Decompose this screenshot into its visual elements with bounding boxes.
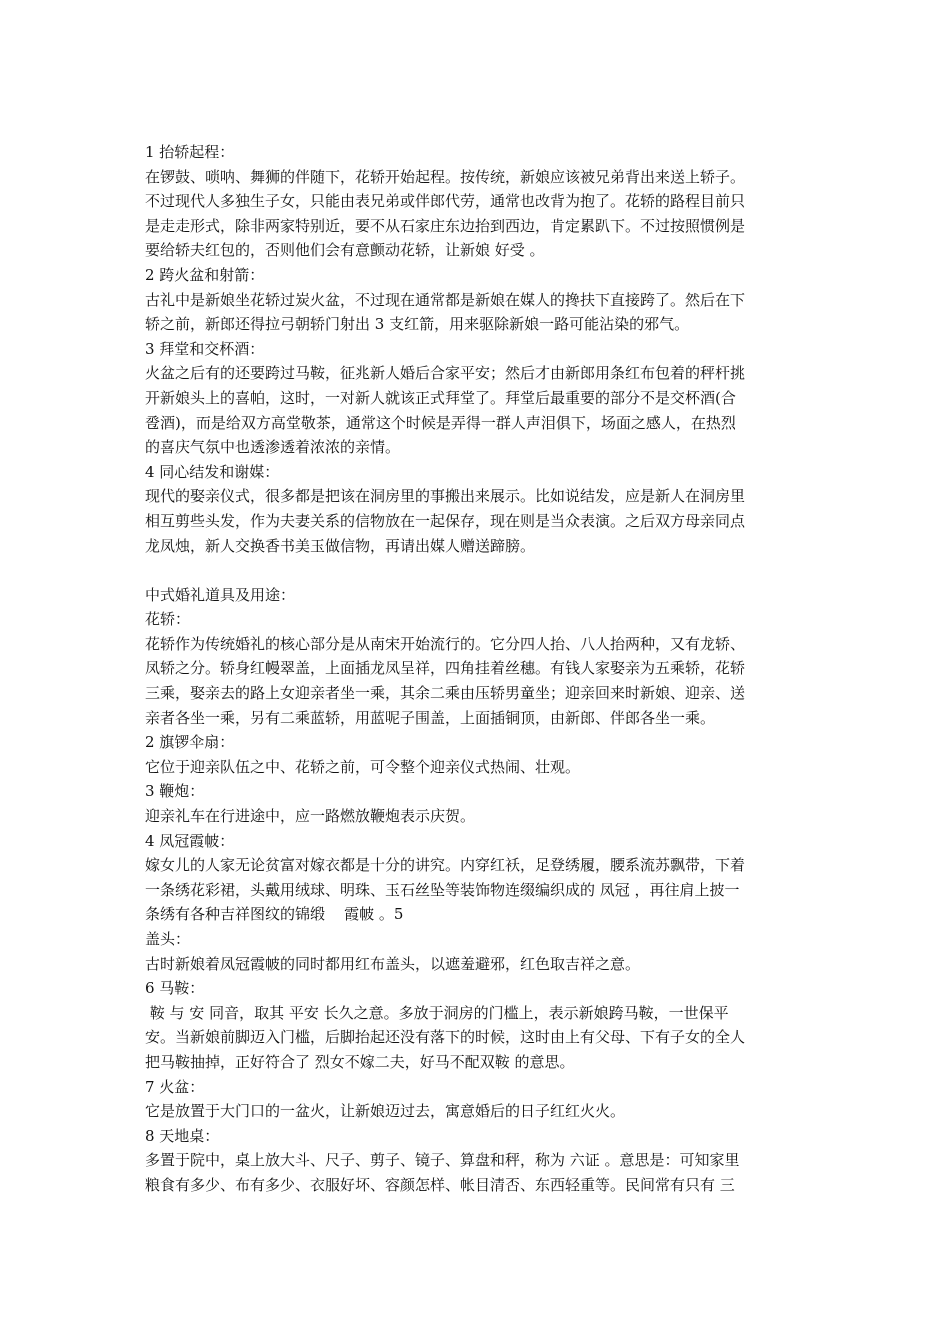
text-line: 4 凤冠霞帔： <box>145 831 235 850</box>
text-line: 凤轿之分。轿身红幔翠盖，上面插龙凤呈祥，四角挂着丝穗。有钱人家娶亲为五乘轿，花轿 <box>145 659 746 678</box>
text-line: 多置于院中，桌上放大斗、尺子、剪子、镜子、算盘和秤，称为 六证 。意思是：可知家里 <box>145 1151 740 1170</box>
text-line: 不过现代人多独生子女，只能由表兄弟或伴郎代劳，通常也改背为抱了。花轿的路程目前只 <box>145 192 746 211</box>
text-line: 火盆之后有的还要跨过马鞍，征兆新人婚后合家平安；然后才由新郎用条红布包着的秤杆挑 <box>145 364 746 383</box>
text-line: 嫁女儿的人家无论贫富对嫁衣都是十分的讲究。内穿红袄，足登绣履，腰系流苏飘带，下着 <box>145 856 746 875</box>
text-line: 4 同心结发和谢媒： <box>145 462 280 481</box>
text-line: 它位于迎亲队伍之中、花轿之前，可令整个迎亲仪式热闹、壮观。 <box>145 757 581 776</box>
text-line: 在锣鼓、唢呐、舞狮的伴随下，花轿开始起程。按传统，新娘应该被兄弟背出来送上轿子。 <box>145 167 746 186</box>
text-line: 三乘，娶亲去的路上女迎亲者坐一乘，其余二乘由压轿男童坐；迎亲回来时新娘、迎亲、送 <box>145 684 746 703</box>
blank-line <box>145 558 813 583</box>
text-line: 3 鞭炮： <box>145 782 205 801</box>
text-line: 现代的娶亲仪式，很多都是把该在洞房里的事搬出来展示。比如说结发，应是新人在洞房里 <box>145 487 746 506</box>
text-line: 中式婚礼道具及用途： <box>145 585 296 604</box>
text-line: 安。当新娘前脚迈入门槛，后脚抬起还没有落下的时候，这时由上有父母、下有子女的全人 <box>145 1028 746 1047</box>
text-line: 卺酒)，而是给双方高堂敬茶，通常这个时候是弄得一群人声泪俱下，场面之感人，在热烈 <box>145 413 736 432</box>
text-line: 把马鞍抽掉，正好符合了 烈女不嫁二夫，好马不配双鞍 的意思。 <box>145 1052 575 1071</box>
text-line: 花轿作为传统婚礼的核心部分是从南宋开始流行的。它分四人抬、八人抬两种，又有龙轿、 <box>145 634 746 653</box>
text-line: 粮食有多少、布有多少、衣服好坏、容颜怎样、帐目清否、东西轻重等。民间常有只有 三 <box>145 1175 735 1194</box>
text-line: 它是放置于大门口的一盆火，让新娘迈过去，寓意婚后的日子红红火火。 <box>145 1102 626 1121</box>
document-page <box>145 140 813 1198</box>
text-line: 龙凤烛，新人交换香书美玉做信物，再请出媒人赠送蹄膀。 <box>145 536 536 555</box>
text-line: 迎亲礼车在行进途中，应一路燃放鞭炮表示庆贺。 <box>145 807 476 826</box>
text-line: 花轿： <box>145 610 191 629</box>
text-line: 8 天地桌： <box>145 1126 220 1145</box>
text-line: 2 旗锣伞扇： <box>145 733 235 752</box>
text-line: 盖头： <box>145 930 191 948</box>
text-line: 7 火盆： <box>145 1077 205 1096</box>
text-line: 是走走形式，除非两家特别近，要不从石家庄东边抬到西边，肯定累趴下。不过按照惯例是 <box>145 216 746 235</box>
text-line: 一条绣花彩裙，头戴用绒球、明珠、玉石丝坠等装饰物连缀编织成的 凤冠 ，再往肩上披一 <box>145 880 740 899</box>
text-line: 古礼中是新娘坐花轿过炭火盆，不过现在通常都是新娘在媒人的搀扶下直接跨了。然后在下 <box>145 290 746 309</box>
text-line: 1 抬轿起程： <box>145 143 235 161</box>
text-line: 要给轿夫红包的，否则他们会有意颤动花轿，让新娘 好受 。 <box>145 241 545 260</box>
text-line: 2 跨火盆和射箭： <box>145 265 265 284</box>
text-line: 轿之前，新郎还得拉弓朝轿门射出 3 支红箭，用来驱除新娘一路可能沾染的邪气。 <box>145 315 690 334</box>
text-line: 的喜庆气氛中也透渗透着浓浓的亲情。 <box>145 438 401 457</box>
text-line: 相互剪些头发，作为夫妻关系的信物放在一起保存，现在则是当众表演。之后双方母亲同点 <box>145 511 746 530</box>
text-line: 6 马鞍： <box>145 979 205 998</box>
text-line: 古时新娘着凤冠霞帔的同时都用红布盖头，以遮羞避邪，红色取吉祥之意。 <box>145 954 641 973</box>
text-line: 亲者各坐一乘，另有二乘蓝轿，用蓝呢子围盖，上面插铜顶，由新郎、伴郎各坐一乘。 <box>145 708 716 727</box>
text-line: 3 拜堂和交杯酒： <box>145 339 265 358</box>
text-line: 开新娘头上的喜帕，这时，一对新人就该正式拜堂了。拜堂后最重要的部分不是交杯酒(合 <box>145 388 736 407</box>
text-line: 条绣有各种吉祥图纹的锦缎 霞帔 。5 <box>145 905 404 924</box>
text-line: 鞍 与 安 同音，取其 平安 长久之意。多放于洞房的门槛上，表示新娘跨马鞍，一世保平 <box>145 1003 729 1022</box>
